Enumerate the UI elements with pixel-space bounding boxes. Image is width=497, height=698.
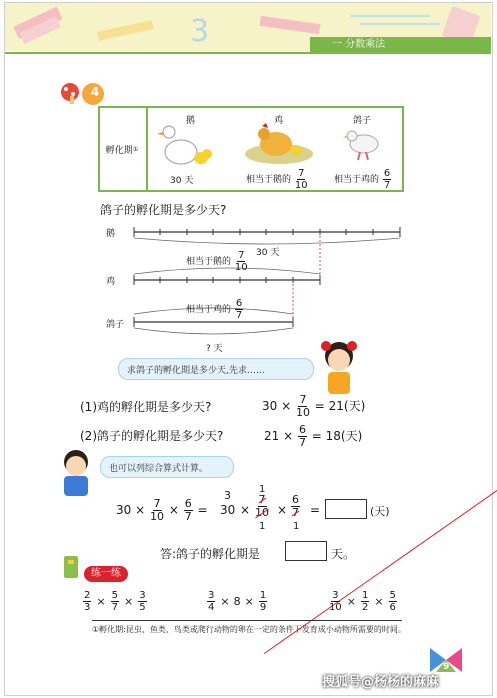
fraction: $\frac{3}{10}$ [329,590,342,613]
chicken-relation-text: 相当于鹅的 [246,175,292,185]
combined-calculation [116,495,208,525]
answer-prefix: 答:鸽子的孵化期是 [160,547,261,561]
chicken-relation [246,168,309,191]
diagram-unknown-days: ? 天 [206,344,223,354]
fraction: $\frac{1}{2}$ [361,590,369,613]
fraction: $\frac{7}{10}$ [234,250,248,273]
pencil-decoration-icon [92,18,162,48]
term-a: 30 [116,503,132,517]
table-row-label [98,106,148,192]
watermark: 搜狐号@杨杨的麻麻 [322,675,440,690]
footnote-mark: ① [132,145,139,153]
step-1-calculation [262,394,365,419]
fraction: $\frac{3}{4}$ [208,590,215,613]
footnote-divider [92,620,402,621]
fraction: $\frac{5}{7}$ [111,590,118,613]
answer-suffix: 天。 [331,547,356,561]
girl-avatar [316,338,362,396]
fraction: $\frac{7}{10}$ [295,393,310,419]
girl-speech-bubble: 求鸽子的孵化期是多少天,先求…… [118,358,314,380]
exercise-1: $\frac{2}{3}$ × $\frac{5}{7}$ × $\frac{3}{5}$ [84,590,146,613]
fraction: $\frac{2}{3}$ [84,590,91,613]
exercise-2: $\frac{3}{4}$ × 8 × $\frac{1}{9}$ [208,590,267,613]
diagram-pigeon-relation [186,298,244,321]
equals-sign: = [310,503,321,517]
step-1-question: (1)鸡的孵化期是多少天? [80,400,212,414]
times-sign: × [240,503,251,517]
cancelled-fraction [290,494,301,519]
header-divider [5,52,491,54]
lines-decoration-icon [350,10,440,40]
diagram-chicken-relation [186,250,249,273]
question-text: 鸽子的孵化期是多少天? [100,203,227,217]
number-three-decoration: 3 [190,14,210,49]
step-2-calculation [264,424,362,449]
combined-answer-box[interactable] [325,499,367,519]
exercise-3: $\frac{3}{10}$ × $\frac{1}{2}$ × $\frac{5}{6}$ [329,590,396,613]
page-number: 9 [443,662,450,672]
example-number: 4 [90,85,100,99]
pigeon-name: 鸽子 [353,116,372,126]
step-2-question: (2)鸽子的孵化期是多少天? [80,429,224,443]
goose-name: 鹅 [186,116,196,126]
cancel-top-1: 1 [259,484,266,495]
fraction: $\frac{7}{10}$ [255,493,269,519]
diagram-label-goose: 鹅 [106,229,116,239]
step-2-result: = 18(天) [311,429,363,443]
fraction: $\frac{7}{10}$ [294,168,308,191]
section-header: 一 分数乘法 [310,37,491,53]
fraction: $\frac{6}{7}$ [235,298,243,321]
fraction: $\frac{1}{9}$ [259,590,267,613]
fraction: $\frac{6}{7}$ [298,423,306,449]
boy-speech-bubble: 也可以列综合算式计算。 [100,456,234,478]
unit-label: (天) [370,505,390,518]
example-badge-icon [58,80,110,108]
diagram-goose-days: 30 天 [256,248,280,258]
line-segment-diagram [100,218,420,358]
cancel-top-3: 3 [224,489,231,502]
diagram-label-chicken: 鸡 [106,277,116,287]
cancelled-fraction [254,494,270,519]
practice-icon [60,554,84,582]
cancelled-30: 30 [220,503,497,517]
row-label-text: 孵化期 [105,145,133,156]
equals-sign: = [197,503,208,517]
goose-icon [155,120,215,170]
pigeon-relation-text: 相当于鸡的 [334,175,380,185]
boy-avatar [54,448,98,498]
pigeon-icon [342,124,384,164]
fraction: $\frac{7}{10}$ [150,496,164,523]
chicken-name: 鸡 [274,116,284,126]
fraction: $\frac{5}{6}$ [389,590,396,613]
times-sign: × [135,503,146,517]
goose-days: 30 天 [170,176,194,186]
times-sign: × [277,503,288,517]
answer-box[interactable] [285,541,327,561]
step-1-lhs: 30 × [262,399,292,413]
cancel-bottom-1: 1 [259,521,266,532]
fraction: $\frac{6}{7}$ [184,496,192,523]
fraction: $\frac{6}{7}$ [292,493,299,519]
ruler-decoration-icon [10,6,70,46]
footnote-text: ①孵化期:昆虫、鱼类、鸟类或爬行动物的卵在一定的条件下发育成小动物所需要的时间。 [92,625,406,634]
cancel-bottom-1b: 1 [293,521,300,532]
pigeon-relation-text: 相当于鸡的 [186,305,232,315]
step-2-lhs: 21 × [264,429,294,443]
chicken-relation-text: 相当于鹅的 [186,257,232,267]
whole-number: 8 [233,595,241,608]
diagram-label-pigeon: 鸽子 [106,320,125,330]
pigeon-relation [334,168,392,191]
fraction: $\frac{6}{7}$ [383,168,391,191]
practice-badge: 练一练 [84,566,128,582]
fraction: $\frac{3}{5}$ [139,590,146,613]
times-sign: × [168,503,179,517]
hen-icon [242,120,316,166]
step-1-result: = 21(天) [314,399,366,413]
